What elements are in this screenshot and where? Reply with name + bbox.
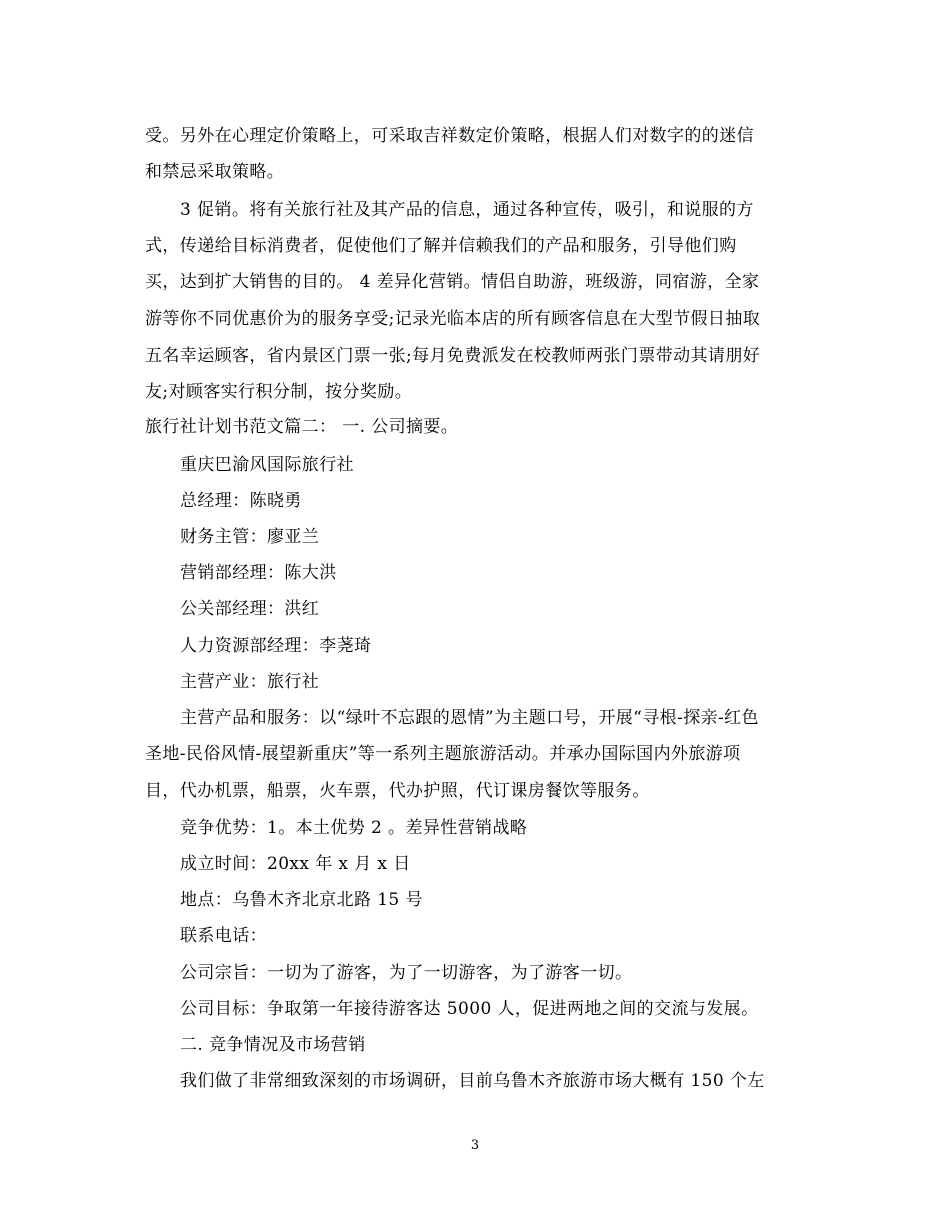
section-heading: 二. 竞争情况及市场营销 bbox=[180, 1035, 366, 1055]
info-line: 成立时间：20xx 年 x 月 x 日 bbox=[180, 854, 411, 874]
paragraph-line: 3 促销。将有关旅行社及其产品的信息，通过各种宣传，吸引，和说服的方 bbox=[180, 200, 754, 220]
paragraph-line: 游等你不同优惠价为的服务享受;记录光临本店的所有顾客信息在大型节假日抽取 bbox=[145, 309, 761, 329]
info-line: 联系电话： bbox=[180, 926, 267, 946]
info-line: 营销部经理：陈大洪 bbox=[180, 563, 337, 583]
page-number: 3 bbox=[470, 1138, 480, 1153]
paragraph-line: 和禁忌采取策略。 bbox=[145, 162, 285, 182]
info-line: 财务主管：廖亚兰 bbox=[180, 527, 320, 547]
info-line: 人力资源部经理：李荛琦 bbox=[180, 636, 372, 656]
paragraph-line: 式，传递给目标消费者，促使他们了解并信赖我们的产品和服务，引导他们购 bbox=[145, 236, 737, 256]
paragraph-line: 五名幸运顾客，省内景区门票一张;每月免费派发在校教师两张门票带动其请朋好 bbox=[145, 346, 761, 366]
paragraph-line: 目，代办机票，船票，火车票，代办护照，代订课房餐饮等服务。 bbox=[145, 781, 650, 801]
section-heading: 旅行社计划书范文篇二： 一. 公司摘要。 bbox=[145, 417, 459, 437]
paragraph-line: 主营产品和服务：以“绿叶不忘跟的恩情”为主题口号，开展“寻根-探亲-红色 bbox=[180, 708, 759, 728]
info-line: 公司宗旨：一切为了游客，为了一切游客，为了游客一切。 bbox=[180, 963, 633, 983]
paragraph-line: 买，达到扩大销售的目的。 4 差异化营销。情侣自助游，班级游，同宿游，全家 bbox=[145, 272, 760, 292]
info-line: 总经理：陈晓勇 bbox=[180, 491, 302, 511]
paragraph-line: 我们做了非常细致深刻的市场调研，目前乌鲁木齐旅游市场大概有 150 个左 bbox=[180, 1071, 765, 1091]
paragraph-line: 受。另外在心理定价策略上，可采取吉祥数定价策略，根据人们对数字的的迷信 bbox=[145, 126, 754, 146]
info-line: 主营产业：旅行社 bbox=[180, 672, 320, 692]
info-line: 公司目标：争取第一年接待游客达 5000 人，促进两地之间的交流与发展。 bbox=[180, 999, 759, 1019]
paragraph-line: 友;对顾客实行积分制，按分奖励。 bbox=[145, 382, 413, 402]
info-line: 竞争优势：1。本土优势 2 。差异性营销战略 bbox=[180, 818, 528, 838]
info-line: 公关部经理：洪红 bbox=[180, 599, 320, 619]
info-line: 地点：乌鲁木齐北京北路 15 号 bbox=[180, 890, 423, 910]
paragraph-line: 圣地-民俗风情-展望新重庆”等一系列主题旅游活动。并承办国际国内外旅游项 bbox=[145, 744, 741, 764]
company-name: 重庆巴渝风国际旅行社 bbox=[180, 455, 354, 475]
